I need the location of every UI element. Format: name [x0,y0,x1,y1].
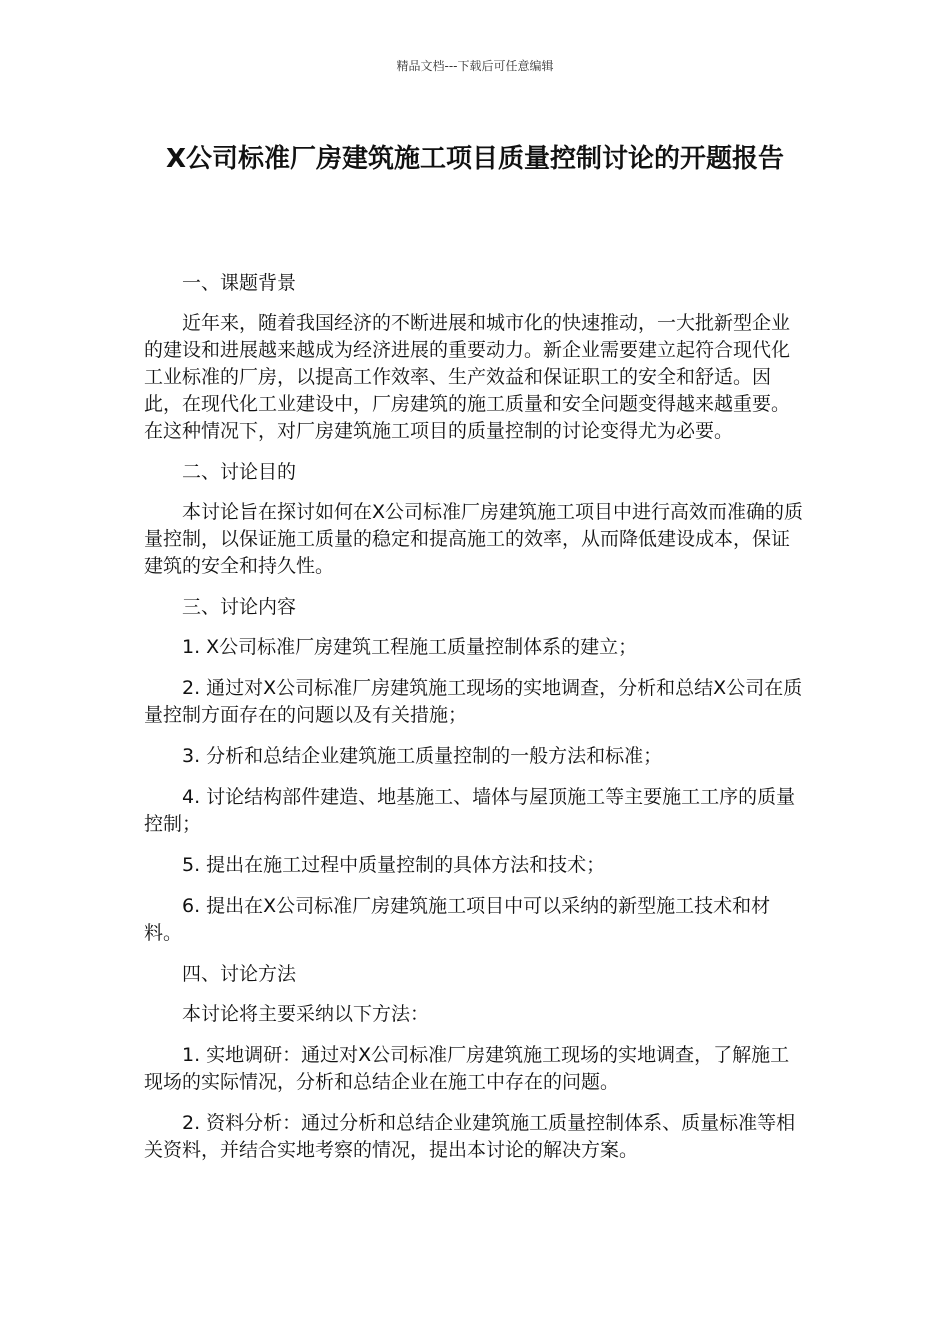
section-heading-background: 一、课题背景 [182,272,297,294]
document-body [144,270,804,1178]
section-heading-methods: 四、讨论方法 [182,963,297,985]
paragraph-purpose: 本讨论旨在探讨如何在X公司标准厂房建筑施工项目中进行高效而准确的质量控制，以保证施工质量的稳定和提高施工的效率，从而降低建设成本，保证建筑的安全和持久性。 [144,501,804,577]
list-item-content-5: 5. 提出在施工过程中质量控制的具体方法和技术； [182,854,606,876]
paragraph-background: 近年来，随着我国经济的不断进展和城市化的快速推动，一大批新型企业的建设和进展越来越成为经济进展的重要动力。新企业需要建立起符合现代化工业标准的厂房，以提高工作效率、生产效益和保证职工的安全和舒适。因此，在现代化工业建设中，厂房建筑的施工质量和安全问题变得越来越重要。在这种情况下，对厂房建筑施工项目的质量控制的讨论变得尤为必要。 [144,312,791,442]
list-item-method-1: 1. 实地调研：通过对X公司标准厂房建筑施工现场的实地调查，了解施工现场的实际情况，分析和总结企业在施工中存在的问题。 [144,1044,790,1093]
section-heading-content: 三、讨论内容 [182,596,297,618]
document-title: X公司标准厂房建筑施工项目质量控制讨论的开题报告 [165,144,785,174]
list-item-content-6: 6. 提出在X公司标准厂房建筑施工项目中可以采纳的新型施工技术和材料。 [144,895,771,944]
section-heading-purpose: 二、讨论目的 [182,461,297,483]
list-item-content-2: 2. 通过对X公司标准厂房建筑施工现场的实地调查，分析和总结X公司在质量控制方面存在的问题以及有关措施； [144,677,803,726]
paragraph-methods-intro: 本讨论将主要采纳以下方法： [182,1003,430,1025]
header-note: 精品文档---下载后可任意编辑 [396,59,554,73]
list-item-content-1: 1. X公司标准厂房建筑工程施工质量控制体系的建立； [182,636,638,658]
list-item-content-4: 4. 讨论结构部件建造、地基施工、墙体与屋顶施工等主要施工工序的质量控制； [144,786,796,835]
list-item-method-2: 2. 资料分析：通过分析和总结企业建筑施工质量控制体系、质量标准等相关资料，并结合实地考察的情况，提出本讨论的解决方案。 [144,1112,796,1161]
list-item-content-3: 3. 分析和总结企业建筑施工质量控制的一般方法和标准； [182,745,663,767]
